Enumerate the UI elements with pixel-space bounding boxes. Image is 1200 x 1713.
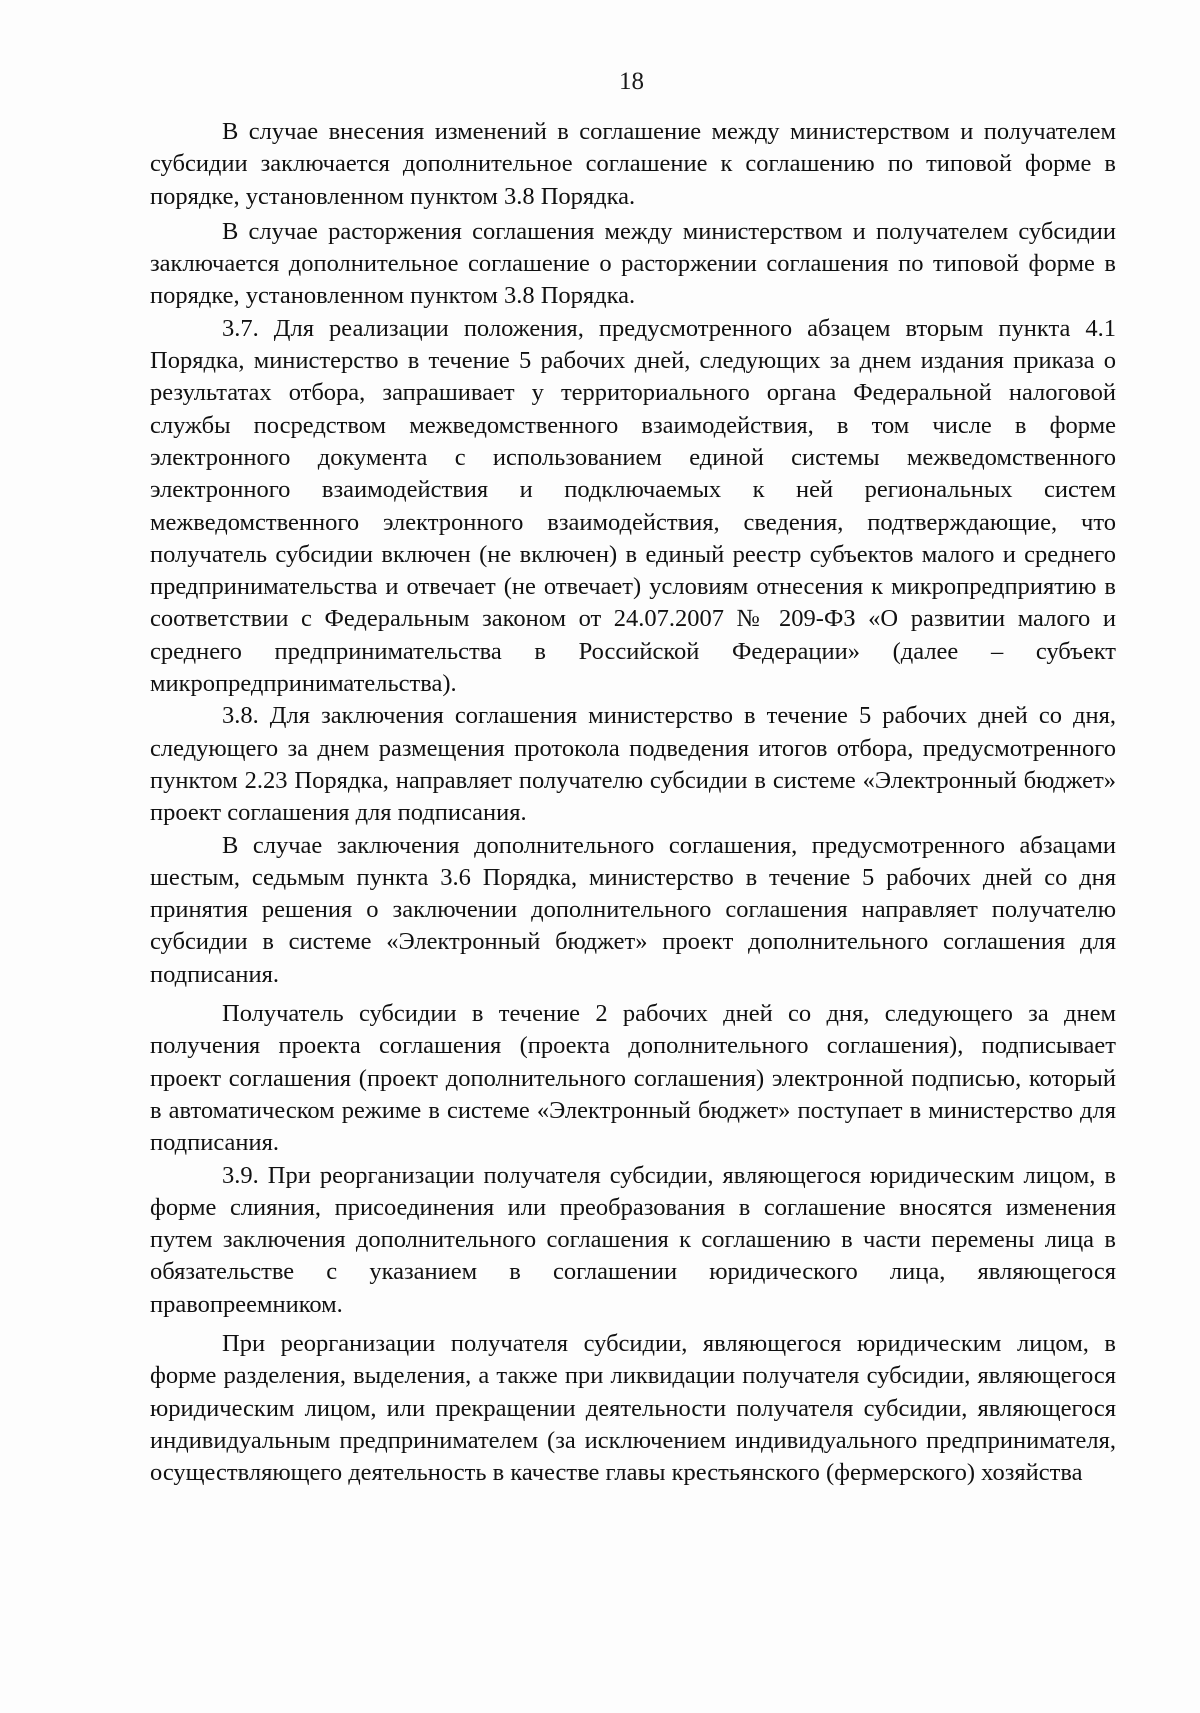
paragraph-3-7: 3.7. Для реализации положения, предусмотренного абзацем вторым пункта 4.1 Порядка, министерство в течение 5 рабочих дней, следующих за днем издания приказа о результатах отбора, запрашивает у территориального органа Федеральной налоговой службы посредством межведомственного взаимодействия, в том числе в форме электронного документа с использованием единой системы межведомственного электронного взаимодействия и подключаемых к ней региональных систем межведомственного электронного взаимодействия, сведения, подтверждающие, что получатель субсидии включен (не включен) в единый реестр субъектов малого и среднего предпринимательства и отвечает (не отвечает) условиям отнесения к микропредприятию в соответствии с Федеральным законом от 24.07.2007 № 209-ФЗ «О развитии малого и среднего предпринимательства в Российской Федерации» (далее – субъект микропредпринимательства). — [150, 314, 1116, 698]
paragraph-amendment-agreement: В случае внесения изменений в соглашение между министерством и получателем субсидии заключается дополнительное соглашение к соглашению по типовой форме в порядке, установленном пунктом 3.8 Порядка. — [150, 118, 1116, 210]
page-number: 18 — [619, 68, 644, 95]
paragraph-3-9: 3.9. При реорганизации получателя субсидии, являющегося юридическим лицом, в форме слияния, присоединения или преобразования в соглашение вносятся изменения путем заключения дополнительного соглашения к соглашению в части перемены лица в обязательстве с указанием в соглашении юридического лица, являющегося правопреемником. — [150, 1161, 1116, 1318]
document-body — [150, 116, 1116, 1489]
paragraph-reorganization: При реорганизации получателя субсидии, являющегося юридическим лицом, в форме разделения, выделения, а также при ликвидации получателя субсидии, являющегося юридическим лицом, или прекращении деятельности получателя субсидии, являющегося индивидуальным предпринимателем (за исключением индивидуального предпринимателя, осуществляющего деятельность в качестве главы крестьянского (фермерского) хозяйства — [150, 1329, 1116, 1487]
paragraph-termination-agreement: В случае расторжения соглашения между министерством и получателем субсидии заключается дополнительное соглашение о расторжении соглашения по типовой форме в порядке, установленном пунктом 3.8 Порядка. — [150, 217, 1116, 310]
paragraph-recipient-signing: Получатель субсидии в течение 2 рабочих дней со дня, следующего за днем получения проекта соглашения (проекта дополнительного соглашения), подписывает проект соглашения (проект дополнительного соглашения) электронной подписью, который в автоматическом режиме в системе «Электронный бюджет» поступает в министерство для подписания. — [150, 1000, 1116, 1157]
paragraph-3-8: 3.8. Для заключения соглашения министерство в течение 5 рабочих дней со дня, следующего за днем размещения протокола подведения итогов отбора, предусмотренного пунктом 2.23 Порядка, направляет получателю субсидии в системе «Электронный бюджет» проект соглашения для подписания. — [150, 702, 1116, 827]
paragraph-additional-agreement: В случае заключения дополнительного соглашения, предусмотренного абзацами шестым, седьмым пункта 3.6 Порядка, министерство в течение 5 рабочих дней со дня принятия решения о заключении дополнительного соглашения направляет получателю субсидии в системе «Электронный бюджет» проект дополнительного соглашения для подписания. — [150, 831, 1116, 988]
